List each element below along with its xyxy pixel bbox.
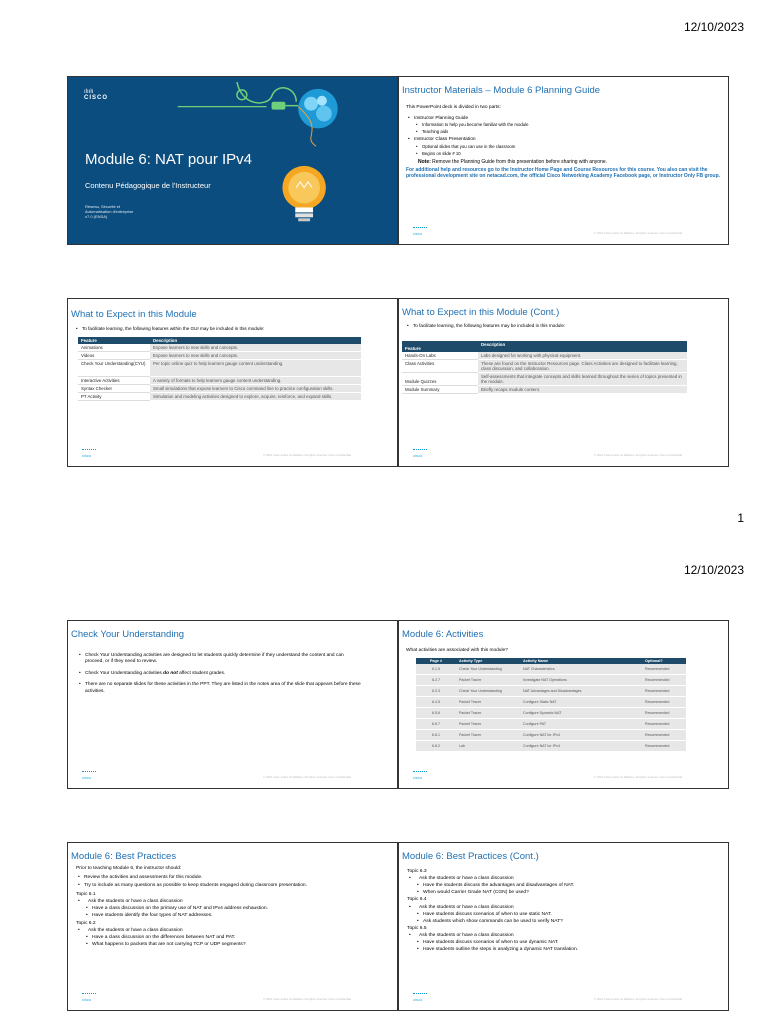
topic-sub: • Have students identify the four types of NAT addresses. [76,912,366,919]
table-cell: A variety of formats to help learners gauge content understanding. [150,377,361,385]
table-cell: Syntax Checker [78,385,150,393]
topic-label: Topic 6.1 [76,892,96,898]
slide-best-practices-cont [398,842,729,1011]
topic-label: Topic 6.5 [407,925,427,931]
topic-main: • Ask the students or have a class discussion [407,875,707,882]
table-cell: Hands-On Labs [402,352,478,360]
best-item: • Try to include as many questions as possible to keep students engaged during classroom presentation. [76,883,366,889]
table-cell: Packet Tracer [456,708,520,719]
slide-what-to-expect [67,298,398,467]
best-body [76,865,366,948]
table-cell: 6.8.2 [416,741,456,752]
table-cell: Animations [78,344,150,352]
table-header: Activity Type [456,658,520,664]
slide-heading: Module 6: Best Practices [71,851,177,862]
table-row [78,393,361,401]
cyu-bullet [77,653,362,666]
expect-cont-table [402,341,687,394]
topic-sub: • Ask students which show commands can be used to verify NAT? [407,918,707,925]
cyu-text: Check Your Understanding activities [85,670,164,676]
topic-sub: • Have the students discuss the advantages and disadvantages of NAT. [407,882,707,889]
footer-copyright: © 2016 Cisco and/or its affiliates. All rights reserved. Cisco Confidential [263,996,351,1001]
course-line: v7.0 (ENSA) [85,214,108,220]
table-cell: Per topic online quiz to help learners gauge content understanding. [150,360,361,377]
slide-body [406,104,721,180]
table-cell: Recommended [642,697,686,708]
activities-table-body [416,664,686,752]
page2-date: 12/10/2023 [683,563,744,577]
planning-intro: This PowerPoint deck is divided in two parts: [406,105,501,110]
table-cell: Packet Tracer [456,730,520,741]
cisco-logo-bars: ılıılı [84,89,94,95]
table-cell: Labs designed for working with physical equipment. [478,352,687,360]
table-cell: Interactive Activities [78,377,150,385]
footer-cisco-logo [413,227,427,236]
table-row [416,741,686,752]
slide-heading: Module 6: Activities [402,629,484,640]
table-cell: 6.4.5 [416,697,456,708]
table-cell: 6.6.7 [416,719,456,730]
table-row [416,719,686,730]
topic-main: • Ask the students or have a class discussion [407,932,707,939]
table-row [416,697,686,708]
table-cell: Expose learners to new skills and concepts. [150,352,361,360]
table-cell: Packet Tracer [456,697,520,708]
course-line: Réseau, Sécurité et [85,204,121,209]
slide-title-heading: Module 6: NAT pour IPv4 [85,151,253,168]
slide-heading: Module 6: Best Practices (Cont.) [402,851,539,862]
table-row [78,385,361,393]
footer-cisco-logo [413,993,427,1002]
page1-date: 12/10/2023 [683,20,744,34]
table-row [416,708,686,719]
footer-logo-text: cisco [413,232,423,236]
table-cell: Configure Dynamic NAT [520,708,642,719]
footer-cisco-logo [82,993,96,1002]
topic-sub: • Have students discuss scenarios of when to use static NAT. [407,911,707,918]
best-intro: Prior to teaching Module 6, the instructor should: [76,866,182,871]
table-header: Optional? [642,658,686,664]
cyu-body [77,653,362,695]
footer-copyright: © 2016 Cisco and/or its affiliates. All rights reserved. Cisco Confidential [263,452,351,457]
table-row [78,344,361,352]
topic-main: • Ask the students or have a class discussion [76,898,366,905]
table-cell: Investigate NAT Operations [520,675,642,686]
table-row [402,373,687,386]
cisco-logo [84,89,108,101]
table-cell: Check Your Understanding [456,686,520,697]
footer-cisco-logo [413,771,427,780]
cyu-bullet [77,682,362,695]
slide-planning-guide [398,76,729,245]
table-row [416,686,686,697]
table-cell: Simulation and modeling activities designed to explore, acquire, reinforce, and expand skills. [150,393,361,401]
table-cell: These are found on the Instructor Resources page. Class Activities are designed to facilitate learning, class discussion, and collaboration. [478,360,687,373]
footer-logo-text: cisco [413,454,423,458]
footer-copyright: © 2016 Cisco and/or its affiliates. All rights reserved. Cisco Confidential [594,774,682,779]
table-cell: Configure Static NAT [520,697,642,708]
table-cell: 6.5.6 [416,708,456,719]
table-cell: 6.3.3 [416,686,456,697]
topic-main: • Ask the students or have a class discussion [76,927,366,934]
planning-subitem: • Begins on slide # 10 [406,151,721,158]
table-cell: Module Summary [402,386,478,394]
table-cell: Check Your Understanding [456,664,520,675]
cyu-emphasis: do not [163,670,178,676]
expect-table [78,337,361,401]
topic-label: Topic 6.4 [407,897,427,903]
slide-title [67,76,398,245]
footer-logo-text: cisco [82,454,92,458]
course-line: Automatisation d'entreprise [85,209,134,215]
table-cell: Packet Tracer [456,719,520,730]
slide-heading: Check Your Understanding [71,629,185,640]
table-cell: Configure NAT for IPv4 [520,741,642,752]
planning-subitem: • Information to help you become familiar with the module [406,122,721,129]
topic-sub: • When would Carrier Grade NAT (CGN) be used? [407,889,707,896]
table-cell: Self-assessments that integrate concepts and skills learned throughout the series of topics presented in the module. [478,373,687,386]
footer-logo-text: cisco [413,776,423,780]
planning-resources: For additional help and resources go to the Instructor Home Page and Course Resources for this course. You also can visit the professional development site on netacad.com, the official Cisco Networking Academy Facebook page, or Instructor Only FB group. [406,166,721,180]
footer-logo-text: cisco [82,776,92,780]
cyu-bullet [77,671,362,677]
topic-sub: • Have students discuss scenarios of when to use dynamic NAT. [407,939,707,946]
best-item: • Review the activities and assessments for this module. [76,874,366,881]
table-row [402,386,687,394]
slide-heading: Instructor Materials – Module 6 Planning Guide [402,85,601,96]
table-cell: Small simulations that expose learners to Cisco command line to practice configuration skills. [150,385,361,393]
table-cell: Recommended [642,730,686,741]
table-header: Activity Name [520,658,642,664]
slide-check-your-understanding [67,620,398,789]
best-cont-body [407,868,707,953]
expect-intro: • To facilitate learning, the following features within the GUI may be included in this module: [74,326,264,331]
topic-sub: • Have a class discussion on the primary use of NAT and IPv4 address exhaustion. [76,905,366,912]
expect-cont-intro: • To facilitate learning, the following features may be included in this module: [405,323,565,328]
footer-logo-text: cisco [82,998,92,1002]
table-cell: NAT Advantages and Disadvantages [520,686,642,697]
table-header: Feature [402,341,478,352]
table-row [78,377,361,385]
table-cell: Configure PAT [520,719,642,730]
activities-table [416,658,686,752]
slide-what-to-expect-cont [398,298,729,467]
topic-sub: • What happens to packets that are not carrying TCP or UDP segments? [76,941,366,948]
table-cell: Videos [78,352,150,360]
table-cell: Recommended [642,708,686,719]
planning-item: • Instructor Planning Guide [406,115,721,123]
footer-cisco-logo [82,771,96,780]
planning-subitem: • Teaching aids [406,129,721,136]
topic-main: • Ask the students or have a class discussion [407,904,707,911]
table-row [402,352,687,360]
note-text: Remove the Planning Guide from this presentation before sharing with anyone. [430,158,607,165]
table-header: Page # [416,658,456,664]
slide-title-subtitle: Contenu Pédagogique de l'Instructeur [85,181,211,190]
table-cell: Recommended [642,686,686,697]
planning-note [406,158,721,166]
table-header: Description [478,341,687,352]
cisco-logo-text: CISCO [84,95,109,101]
table-cell: Configure NAT for IPv4 [520,730,642,741]
planning-subitem: • Optional slides that you can use in the classroom [406,144,721,151]
table-header: Description [150,337,361,344]
slide-activities [398,620,729,789]
table-cell: Module Quizzes [402,373,478,386]
table-cell: Packet Tracer [456,675,520,686]
table-cell: NAT Characteristics [520,664,642,675]
table-cell: Recommended [642,675,686,686]
slide-title-course [85,204,155,220]
footer-logo-text: cisco [413,998,423,1002]
footer-copyright: © 2016 Cisco and/or its affiliates. All rights reserved. Cisco Confidential [594,452,682,457]
table-cell: 6.2.7 [416,675,456,686]
footer-cisco-logo [413,449,427,458]
slide-heading: What to Expect in this Module [71,309,197,320]
table-cell: Check Your Understanding(CYU) [78,360,150,377]
cyu-text: There are no separate slides for these activities in the PPT. They are listed in the notes area of the slide that appears before these activities. [85,682,361,694]
table-row [78,360,361,377]
table-cell: Lab [456,741,520,752]
table-cell: Expose learners to new skills and concepts. [150,344,361,352]
table-row [78,352,361,360]
planning-item: • Instructor Class Presentation [406,136,721,144]
slide-heading: What to Expect in this Module (Cont.) [402,307,560,318]
table-header: Feature [78,337,150,344]
table-cell: Recommended [642,664,686,675]
footer-copyright: © 2016 Cisco and/or its affiliates. All rights reserved. Cisco Confidential [263,774,351,779]
table-row [402,360,687,373]
topic-label: Topic 6.2 [76,920,96,926]
table-cell: Recommended [642,719,686,730]
table-cell: 6.1.5 [416,664,456,675]
topic-sub: • Have students outline the steps in analyzing a dynamic NAT translation. [407,946,707,953]
topic-sub: • Have a class discussion on the differences between NAT and PAT. [76,934,366,941]
topic-label: Topic 6.3 [407,869,427,874]
footer-cisco-logo [82,449,96,458]
table-row [416,664,686,675]
table-row [416,730,686,741]
table-cell: 6.8.1 [416,730,456,741]
activities-question: What activities are associated with this module? [406,648,508,653]
table-cell: Briefly recaps module content. [478,386,687,394]
page-number: 1 [737,511,744,525]
slide-best-practices [67,842,398,1011]
table-cell: PT Activity [78,393,150,401]
footer-copyright: © 2016 Cisco and/or its affiliates. All rights reserved. Cisco Confidential [594,996,682,1001]
note-label: Note: [418,158,431,165]
cyu-text: affect student grades. [177,670,226,676]
table-cell: Recommended [642,741,686,752]
footer-copyright: © 2016 Cisco and/or its affiliates. All rights reserved. Cisco Confidential [594,230,682,235]
table-row [416,675,686,686]
cyu-text: Check Your Understanding activities are designed to let students quickly determine if they understand the content and can proceed, or if they need to review. [85,653,344,665]
table-cell: Class Activities [402,360,478,373]
